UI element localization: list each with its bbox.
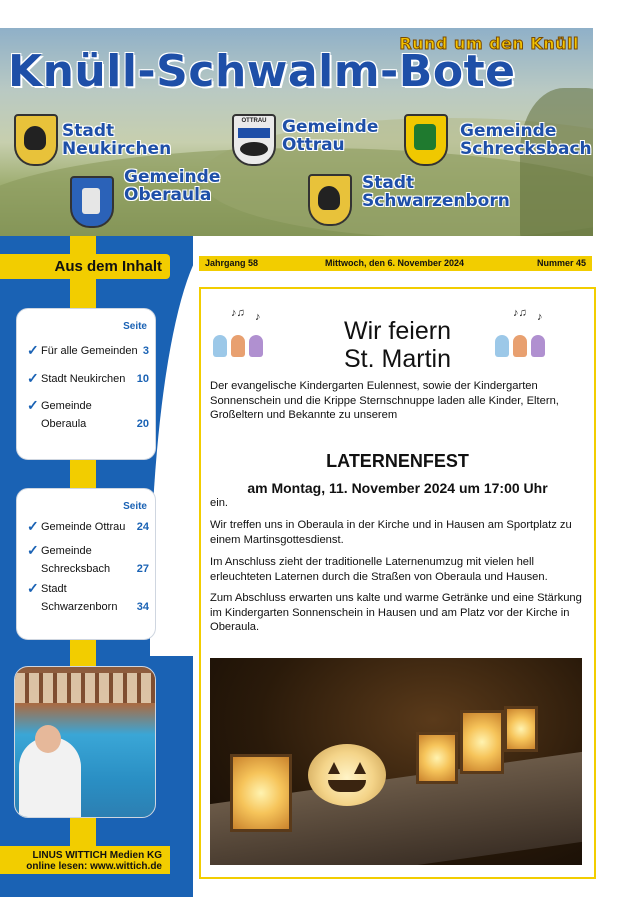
tagline: Rund um den Knüll: [399, 34, 579, 53]
article-paragraph-2: Im Anschluss zieht der traditionelle Laternenumzug mit vielen hell erleuchteten Laternen durch die Straßen von Oberaula und Hausen.: [210, 556, 548, 583]
issue-volume: Jahrgang 58: [205, 258, 259, 268]
toc-page-header: Seite: [123, 501, 147, 512]
issue-date: Mittwoch, den 6. November 2024: [325, 258, 465, 268]
checkmark-icon: ✓: [27, 542, 39, 558]
checkmark-icon: ✓: [27, 397, 39, 413]
children-lantern-clipart-icon: ♪♫ ♪: [491, 307, 557, 357]
ottrau-crest-icon: OTTRAU: [232, 114, 276, 166]
article-ein: ein.: [210, 497, 229, 509]
toc-item[interactable]: ✓ Gemeinde Schrecksbach 27: [27, 542, 149, 575]
toc-item[interactable]: ✓ Stadt Neukirchen 10: [27, 370, 149, 386]
publisher-box: [0, 846, 170, 874]
children-lantern-clipart-icon: ♪♫ ♪: [209, 307, 275, 357]
lantern-icon: [416, 732, 458, 784]
municipality-schrecksbach: Gemeinde Schrecksbach: [460, 121, 592, 159]
schwarzenborn-crest-icon: [308, 174, 352, 226]
article-paragraph-3: Zum Abschluss erwarten uns kalte und warme Getränke und eine Stärkung im Kindergarten Sonnenschein in Hausen und am Platz vor der Kirche in Oberaula.: [210, 592, 582, 634]
masthead-banner: [0, 28, 593, 236]
issue-info-bar: [199, 256, 592, 271]
municipality-schwarzenborn: Stadt Schwarzenborn: [362, 173, 510, 211]
lanterns-photo: [210, 658, 582, 865]
toc-item[interactable]: ✓ Gemeinde Ottrau 24: [27, 518, 149, 534]
toc-page-header: Seite: [123, 321, 147, 332]
table-of-contents-2: [16, 488, 156, 640]
toc-item[interactable]: ✓ Für alle Gemeinden 3: [27, 342, 149, 358]
swimming-pool-photo: [14, 666, 156, 818]
lantern-icon: [230, 754, 292, 832]
oberaula-crest-icon: [70, 176, 114, 228]
checkmark-icon: ✓: [27, 370, 39, 386]
municipality-ottrau: Gemeinde Ottrau: [282, 117, 379, 155]
publisher-name: LINUS WITTICH Medien KG: [32, 850, 162, 861]
schrecksbach-crest-icon: [404, 114, 448, 166]
checkmark-icon: ✓: [27, 342, 39, 358]
checkmark-icon: ✓: [27, 518, 39, 534]
publisher-website[interactable]: online lesen: www.wittich.de: [26, 861, 162, 872]
landscape-tree: [520, 88, 593, 236]
event-title: LATERNENFEST: [326, 451, 469, 471]
toc-item[interactable]: ✓ Stadt Schwarzenborn 34: [27, 580, 149, 613]
article-box: [199, 287, 596, 879]
checkmark-icon: ✓: [27, 580, 39, 596]
article-title-line1: Wir feiern: [344, 317, 451, 345]
neukirchen-crest-icon: [14, 114, 58, 166]
toc-item[interactable]: ✓ Gemeinde Oberaula 20: [27, 397, 149, 430]
lantern-icon: [460, 710, 504, 774]
municipality-oberaula: Gemeinde Oberaula: [124, 167, 221, 205]
event-date: am Montag, 11. November 2024 um 17:00 Uhr: [247, 480, 548, 496]
issue-number: Nummer 45: [536, 258, 586, 268]
newspaper-title: Knüll-Schwalm-Bote: [8, 46, 516, 97]
article-paragraph-1: Wir treffen uns in Oberaula in der Kirche und in Hausen am Sportplatz zu einem Martinsgottesdienst.: [210, 519, 572, 546]
pumpkin-lantern-icon: [308, 744, 386, 806]
article-title-line2: St. Martin: [344, 345, 451, 373]
contents-heading: Aus dem Inhalt: [0, 254, 170, 279]
table-of-contents-1: [16, 308, 156, 460]
lantern-icon: [504, 706, 538, 752]
municipality-neukirchen: Stadt Neukirchen: [62, 121, 172, 159]
article-intro: Der evangelische Kindergarten Eulennest, sowie der Kindergarten Sonnenschein und die Krippe Sternschnuppe laden alle Kinder, Eltern, Großeltern und Bekannte zu unserem: [210, 380, 559, 422]
